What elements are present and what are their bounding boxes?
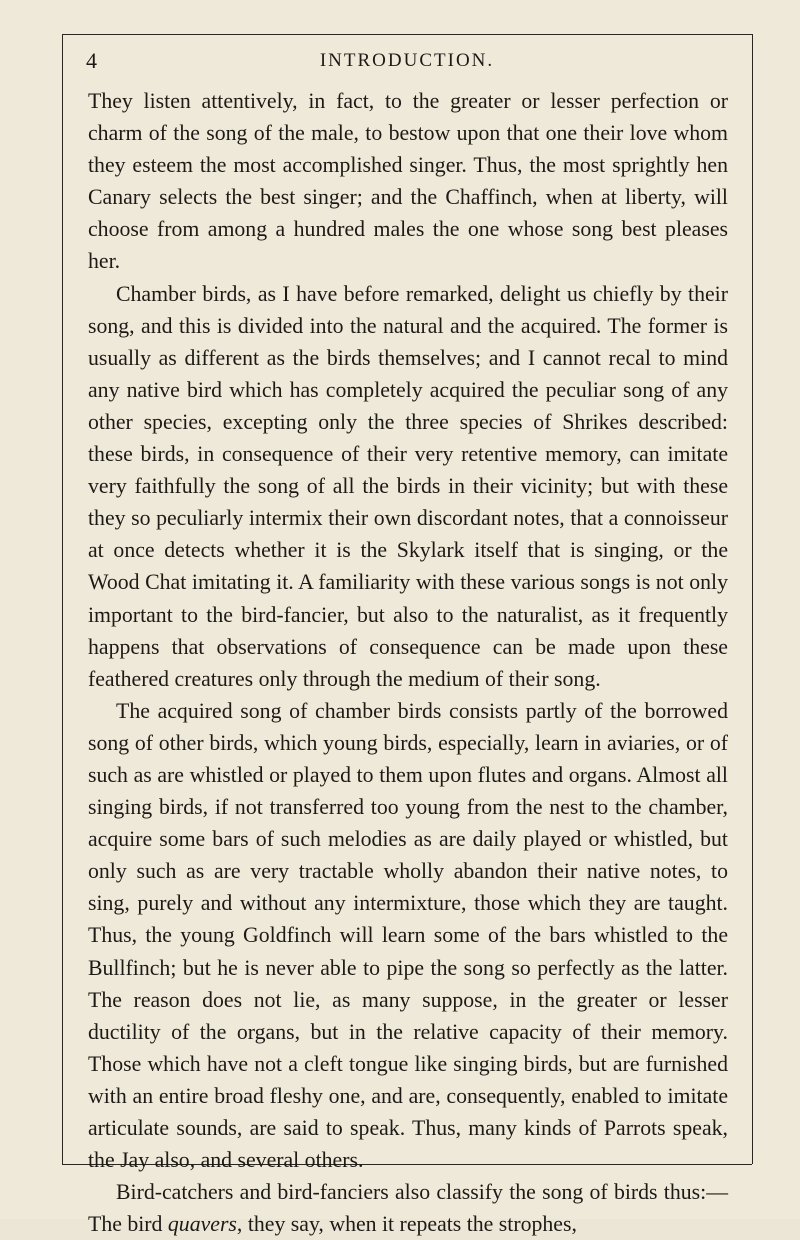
paragraph-4-italic-term: quavers — [167, 1212, 237, 1237]
page-frame-left-rule — [62, 34, 63, 1164]
page-header — [62, 46, 752, 80]
paragraph-1: They listen attentively, in fact, to the greater or lesser perfection or charm of the song of the male, to bestow upon that one their love whom they esteem the most accomplished singer. Thus, the most sprightly hen Canary selects the best singer; and the Chaffinch, when at liberty, will choose from among a hundred males the one whose song best pleases her. — [88, 89, 728, 274]
page-frame-right-rule — [752, 34, 753, 1164]
paragraph-4-text-end: , they say, when it repeats the strophes, — [236, 1212, 577, 1237]
page-frame-top-rule — [62, 34, 752, 35]
body-text — [88, 85, 728, 1240]
paragraph-2: Chamber birds, as I have before remarked, delight us chiefly by their song, and this is divided into the natural and the acquired. The former is usually as different as the birds themselves; and I cannot recal to mind any native bird which has completely acquired the peculiar song of any other species, excepting only the three species of Shrikes described: these birds, in consequence of their very retentive memory, can imitate very faithfully the song of all the birds in their vicinity; but with these they so peculiarly intermix their own discordant notes, that a connoisseur at once detects whether it is the Skylark itself that is singing, or the Wood Chat imitating it. A familiarity with these various songs is not only important to the bird-fancier, but also to the naturalist, as it frequently happens that observations of consequence can be made upon these feathered creatures only through the medium of their song. — [88, 281, 728, 691]
paragraph-4 — [88, 1176, 728, 1240]
running-head: INTRODUCTION. — [319, 50, 495, 71]
paragraph-3: The acquired song of chamber birds consists partly of the borrowed song of other birds, which young birds, especially, learn in aviaries, or of such as are whistled or played to them upon flutes and organs. Almost all singing birds, if not transferred too young from the nest to the chamber, acquire some bars of such melodies as are daily played or whistled, but only such as are very tractable wholly abandon their native notes, to sing, purely and without any intermixture, those which they are taught. Thus, the young Goldfinch will learn some of the bars whistled to the Bullfinch; but he is never able to pipe the song so perfectly as the latter. The reason does not lie, as many suppose, in the greater or lesser ductility of the organs, but in the relative capacity of their memory. Those which have not a cleft tongue like singing birds, but are furnished with an entire broad fleshy one, and are, consequently, enabled to imitate articulate sounds, are said to speak. Thus, many kinds of Parrots speak, the Jay also, and several others. — [88, 698, 728, 1173]
page-number: 4 — [86, 48, 98, 73]
paragraph-4-text-start: Bird-catchers and bird-fanciers also classify the song of birds thus:—The bird — [88, 1180, 728, 1237]
